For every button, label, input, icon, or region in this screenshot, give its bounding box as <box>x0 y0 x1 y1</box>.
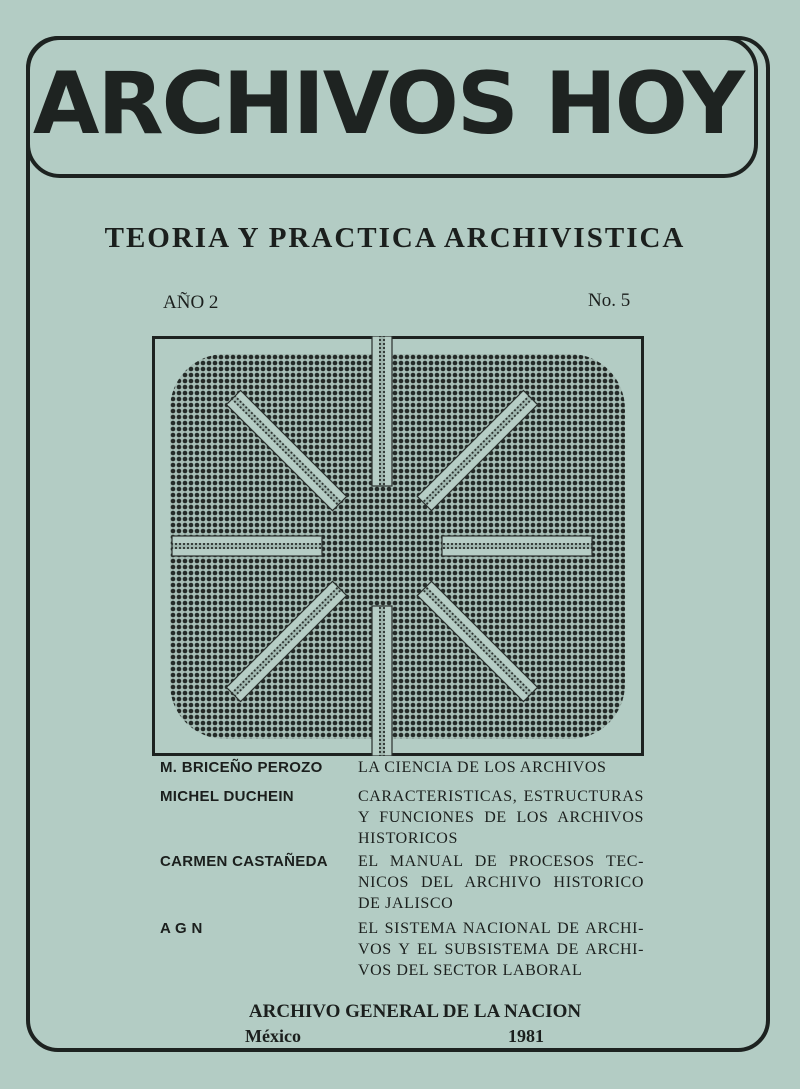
masthead-title: ARCHIVOS HOY <box>32 54 744 154</box>
issue-year: AÑO 2 <box>163 292 219 313</box>
publisher-name: ARCHIVO GENERAL DE LA NACION <box>248 1001 582 1022</box>
toc-title-line: VOS Y EL SUBSISTEMA DE ARCHI- <box>358 941 644 958</box>
toc-title-line: LA CIENCIA DE LOS ARCHIVOS <box>358 759 607 776</box>
toc-title-1 <box>358 757 644 778</box>
toc-title-3 <box>358 851 644 914</box>
toc-title-line: NICOS DEL ARCHIVO HISTORICO <box>358 874 644 891</box>
toc-title-line: CARACTERISTICAS, ESTRUCTURAS <box>358 788 644 805</box>
toc-author-3: CARMEN CASTAÑEDA <box>160 853 328 870</box>
cover-subtitle: TEORIA Y PRACTICA ARCHIVISTICA <box>104 222 686 254</box>
issue-number: No. 5 <box>588 290 631 311</box>
toc-author-4: A G N <box>160 920 203 937</box>
toc-title-line: EL MANUAL DE PROCESOS TEC- <box>358 853 644 870</box>
toc-title-4 <box>358 918 644 981</box>
publication-year: 1981 <box>508 1026 544 1046</box>
toc-title-line: HISTORICOS <box>358 830 458 847</box>
toc-title-line: Y FUNCIONES DE LOS ARCHIVOS <box>358 809 644 826</box>
toc-author-2: MICHEL DUCHEIN <box>160 788 294 805</box>
toc-title-line: DE JALISCO <box>358 895 454 912</box>
toc-title-2 <box>358 786 644 849</box>
toc-author-1: M. BRICEÑO PEROZO <box>160 759 323 776</box>
toc-title-line: EL SISTEMA NACIONAL DE ARCHI- <box>358 920 644 937</box>
publication-place: México <box>245 1026 301 1046</box>
toc-title-line: VOS DEL SECTOR LABORAL <box>358 962 583 979</box>
